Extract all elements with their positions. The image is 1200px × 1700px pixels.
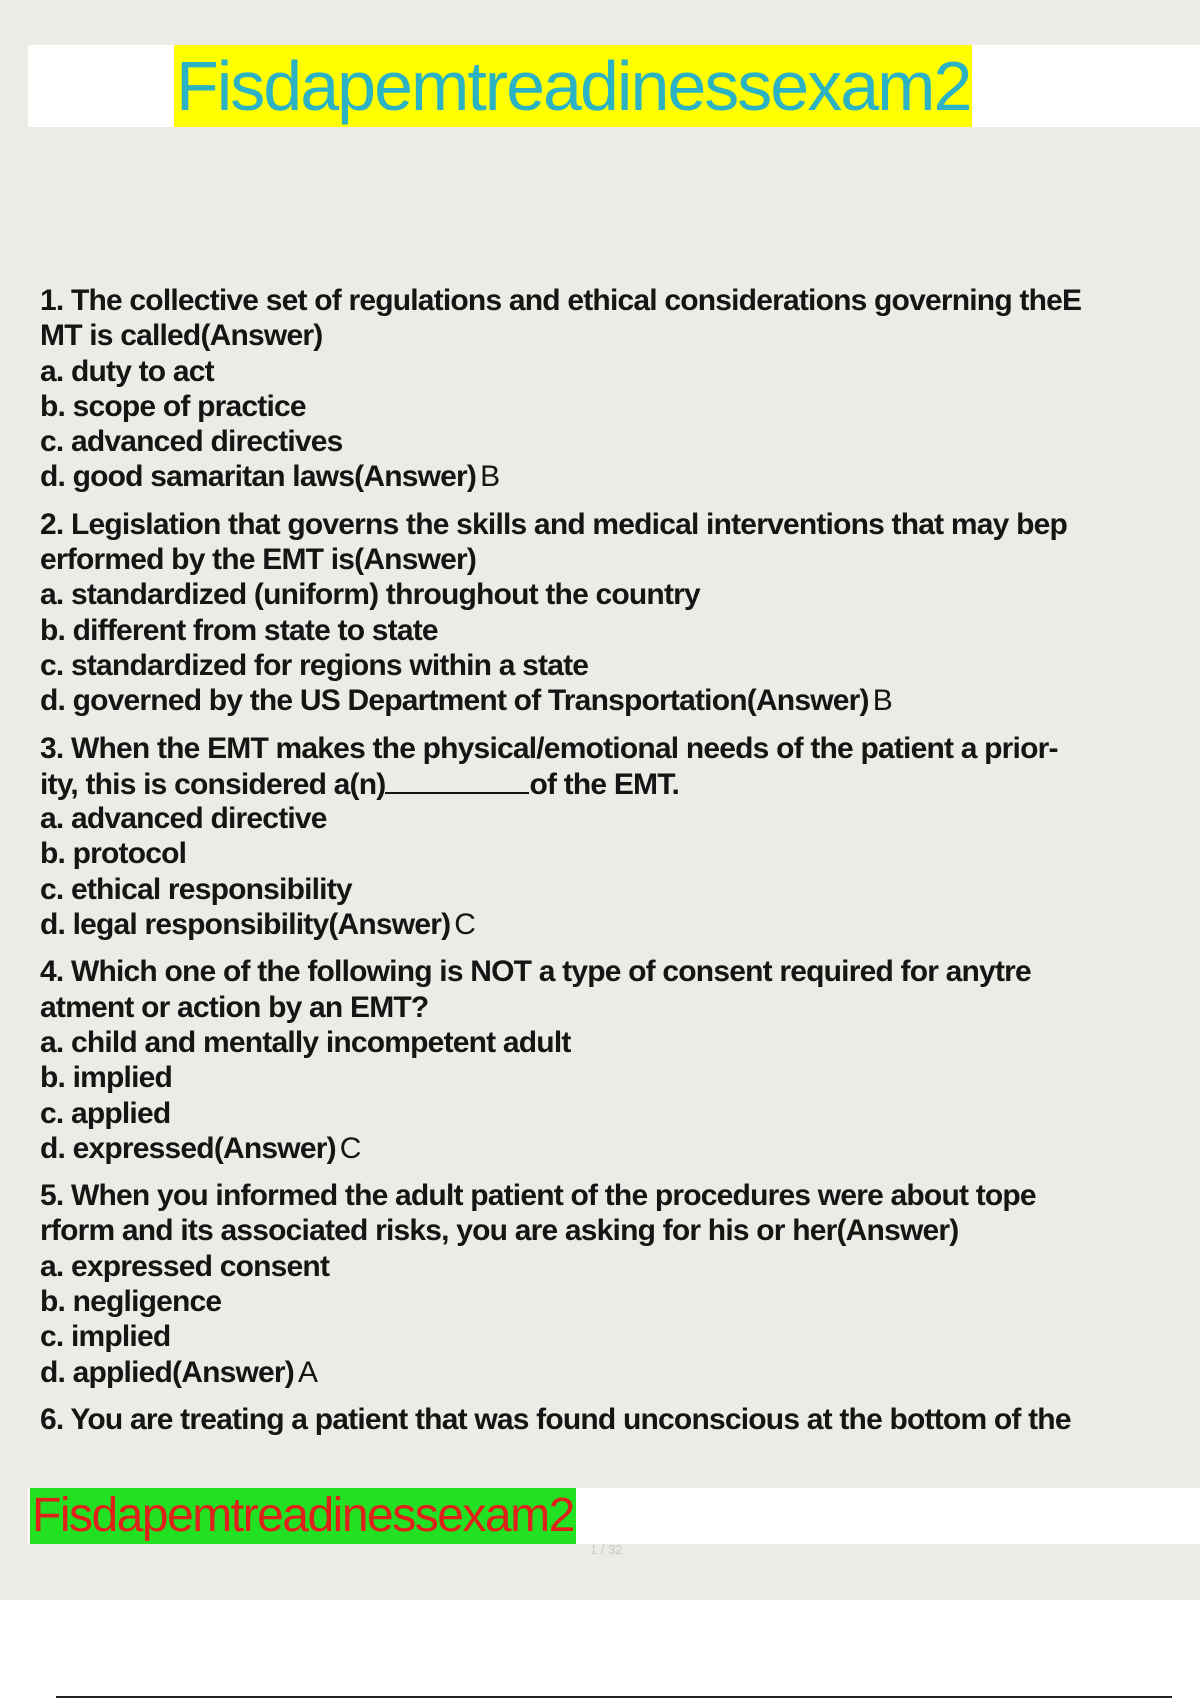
- document-title: Fisdapemtreadinessexam2: [176, 47, 971, 125]
- question-5: [40, 1178, 1188, 1390]
- question-list: [40, 283, 1188, 1449]
- option-b: b. implied: [40, 1061, 173, 1095]
- option-c: c. implied: [40, 1320, 171, 1354]
- option-d: d. expressed(Answer): [40, 1131, 336, 1165]
- question-text-line: 1. The collective set of regulations and ethical considerations governing theE: [40, 284, 1082, 317]
- option-b: b. scope of practice: [40, 389, 306, 423]
- option-a: a. child and mentally incompetent adult: [40, 1025, 571, 1059]
- question-text-after-blank: of the EMT.: [529, 767, 679, 801]
- question-3: [40, 731, 1188, 943]
- option-d: d. applied(Answer): [40, 1355, 294, 1389]
- option-b: b. protocol: [40, 837, 187, 871]
- answer-key: C: [339, 1131, 361, 1165]
- question-text-line: MT is called(Answer): [40, 319, 323, 353]
- answer-key: B: [480, 460, 500, 494]
- answer-key: C: [454, 908, 476, 942]
- option-b: b. different from state to state: [40, 613, 438, 647]
- question-text-line: 3. When the EMT makes the physical/emotional needs of the patient a prior-: [40, 731, 1058, 765]
- option-c: c. advanced directives: [40, 425, 343, 459]
- option-d-line: [40, 683, 1188, 718]
- question-1: [40, 283, 1188, 495]
- question-text-line: 2. Legislation that governs the skills and medical interventions that may bep: [40, 507, 1067, 541]
- answer-key: A: [297, 1355, 318, 1389]
- option-a: a. advanced directive: [40, 802, 327, 836]
- option-a: a. expressed consent: [40, 1249, 330, 1283]
- option-b: b. negligence: [40, 1285, 222, 1319]
- option-d-line: [40, 1131, 1188, 1166]
- question-text-line: erformed by the EMT is(Answer): [40, 543, 477, 577]
- question-text-before-blank: ity, this is considered a(n): [40, 767, 386, 801]
- page-number: 1 / 32: [590, 1542, 623, 1557]
- option-c: c. standardized for regions within a state: [40, 648, 589, 682]
- option-d: d. good samaritan laws(Answer): [40, 460, 477, 494]
- option-a: a. standardized (uniform) throughout the country: [40, 578, 700, 612]
- question-6: [40, 1402, 1188, 1437]
- option-d: d. governed by the US Department of Transportation(Answer): [40, 684, 869, 718]
- option-d-line: [40, 459, 1188, 494]
- question-text-line: [40, 766, 1188, 801]
- question-text-line: 4. Which one of the following is NOT a type of consent required for anytre: [40, 955, 1031, 989]
- option-d-line: [40, 1355, 1188, 1390]
- bottom-divider: [56, 1696, 1172, 1698]
- question-text-line: atment or action by an EMT?: [40, 990, 429, 1024]
- answer-key: B: [872, 684, 892, 718]
- option-d: d. legal responsibility(Answer): [40, 908, 451, 942]
- option-c: c. applied: [40, 1096, 171, 1130]
- footer-title: Fisdapemtreadinessexam2: [32, 1489, 574, 1542]
- question-text-line: rform and its associated risks, you are asking for his or her(Answer): [40, 1214, 959, 1248]
- question-text-line: 6. You are treating a patient that was found unconscious at the bottom of the: [40, 1402, 1071, 1436]
- question-4: [40, 954, 1188, 1166]
- question-2: [40, 507, 1188, 719]
- option-a: a. duty to act: [40, 354, 214, 388]
- fill-in-blank: [385, 766, 529, 794]
- option-d-line: [40, 907, 1188, 942]
- question-text-line: 5. When you informed the adult patient of the procedures were about tope: [40, 1179, 1036, 1213]
- option-c: c. ethical responsibility: [40, 872, 352, 906]
